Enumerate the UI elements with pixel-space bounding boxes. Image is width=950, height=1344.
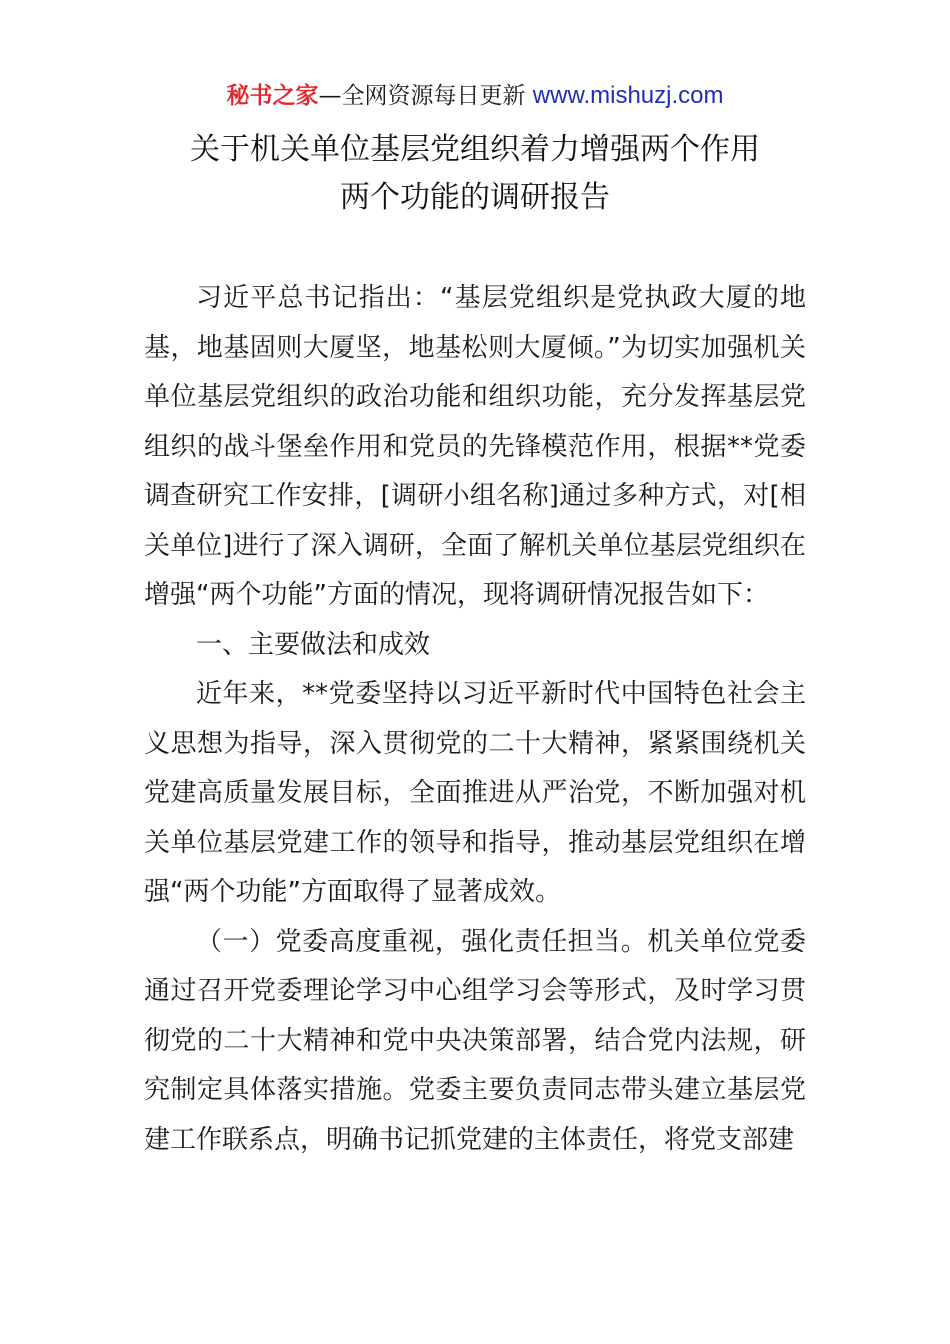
intro-paragraph: 习近平总书记指出：“基层党组织是党执政大厦的地基，地基固则大厦坚，地基松则大厦倾。”为切实加强机关单位基层党组织的政治功能和组织功能，充分发挥基层党组织的战斗堡垒作用和党员的先锋模范作用，根据**党委调查研究工作安排，[调研小组名称]通过多种方式，对[相关单位]进行了深入调研，全面了解机关单位基层党组织在增强“两个功能”方面的情况，现将调研情况报告如下： bbox=[144, 283, 806, 610]
brand-name: 秘书之家 bbox=[226, 83, 319, 109]
header-tagline: —全网资源每日更新 bbox=[318, 83, 533, 109]
document-title bbox=[0, 126, 950, 222]
site-header bbox=[0, 80, 950, 112]
site-url-link[interactable]: www.mishuzj.com bbox=[532, 82, 724, 109]
title-line-1: 关于机关单位基层党组织着力增强两个作用 bbox=[190, 132, 760, 167]
body-paragraph: （一）党委高度重视，强化责任担当。机关单位党委通过召开党委理论学习中心组学习会等形式，及时学习贯彻党的二十大精神和党中央决策部署，结合党内法规，研究制定具体落实措施。党委主要负责同志带头建立基层党建工作联系点，明确书记抓党建的主体责任，将党支部建 bbox=[144, 926, 806, 1155]
title-line-2: 两个功能的调研报告 bbox=[340, 180, 610, 215]
section-heading: 一、主要做法和成效 bbox=[196, 629, 431, 660]
body-paragraph: 近年来，**党委坚持以习近平新时代中国特色社会主义思想为指导，深入贯彻党的二十大精神，紧紧围绕机关党建高质量发展目标，全面推进从严治党，不断加强对机关单位基层党建工作的领导和指导，推动基层党组织在增强“两个功能”方面取得了显著成效。 bbox=[144, 679, 806, 907]
document-body bbox=[144, 274, 806, 1165]
